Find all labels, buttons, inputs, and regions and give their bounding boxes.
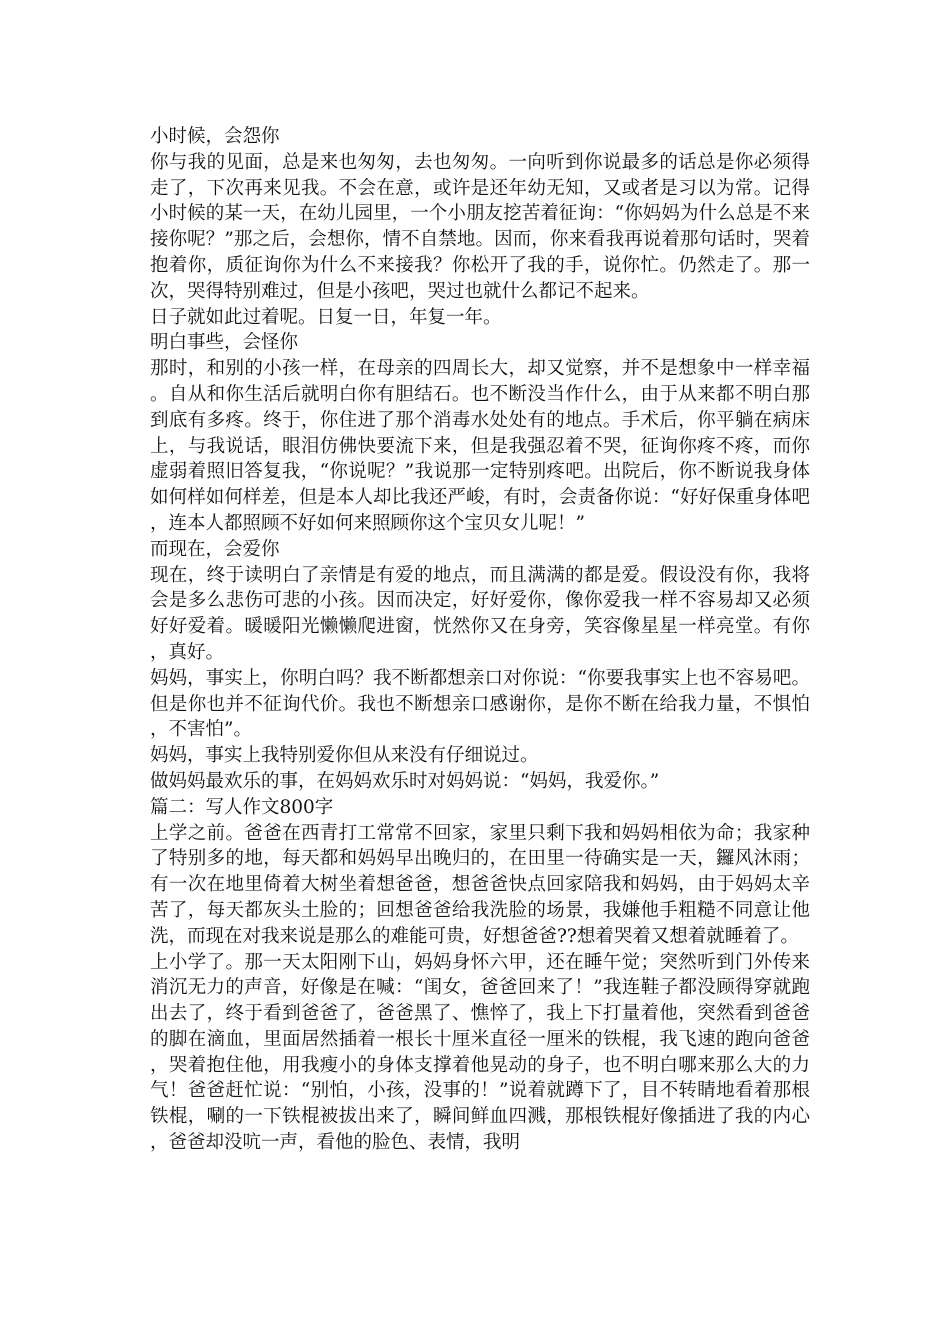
paragraph: 妈妈，事实上，你明白吗？我不断都想亲口对你说：“你要我事实上也不容易吧。但是你也并不征询代价。我也不断想亲口感谢你，是你不断在给我力量，不惧怕，不害怕”。 xyxy=(150,667,810,741)
section-heading-now: 而现在，会爱你 xyxy=(150,538,280,560)
paragraph: 你与我的见面，总是来也匆匆，去也匆匆。一向听到你说最多的话总是你必须得走了，下次再来见我。不会在意，或许是还年幼无知，又或者是习以为常。记得小时候的某一天，在幼儿园里，一个小朋友挖苦着征询：“你妈妈为什么总是不来接你呢？”那之后，会想你，情不自禁地。因而，你来看我再说着那句话时，哭着抱着你，质征询你为什么不来接我？你松开了我的手，说你忙。仍然走了。那一次，哭得特别难过，但是小孩吧，哭过也就什么都记不起来。 xyxy=(150,151,810,302)
paragraph: 那时，和别的小孩一样，在母亲的四周长大，却又觉察，并不是想象中一样幸福。自从和你生活后就明白你有胆结石。也不断没当作什么，由于从来都不明白那到底有多疼。终于，你住进了那个消毒水处处有的地点。手术后，你平躺在病床上，与我说话，眼泪仿佛快要流下来，但是我强忍着不哭，征询你疼不疼，而你虚弱着照旧答复我，“你说呢？”我说那一定特别疼吧。出院后，你不断说我身体如何样如何样差，但是本人却比我还严峻，有时，会责备你说：“好好保重身体吧，连本人都照顾不好如何来照顾你这个宝贝女儿呢！” xyxy=(150,358,810,534)
paragraph: 妈妈，事实上我特别爱你但从来没有仔细说过。 xyxy=(150,745,539,767)
paragraph: 现在，终于读明白了亲情是有爱的地点，而且满满的都是爱。假设没有你，我将会是多么悲伤可悲的小孩。因而决定，好好爱你，像你爱我一样不容易却又必须好好爱着。暖暖阳光懒懒爬进窗，恍然你又在身旁，笑容像星星一样亮堂。有你，真好。 xyxy=(150,564,810,663)
paragraph: 上学之前。爸爸在西青打工常常不回家，家里只剩下我和妈妈相依为命；我家种了特别多的地，每天都和妈妈早出晚归的，在田里一待确实是一天，鑼风沐雨；有一次在地里倚着大树坐着想爸爸，想爸爸快点回家陪我和妈妈，由于妈妈太辛苦了，每天都灰头土脸的；回想爸爸给我洗脸的场景，我嫌他手粗糙不同意让他洗，而现在对我来说是那么的难能可贵，好想爸爸??想着哭着又想着就睡着了。 xyxy=(150,822,810,947)
paragraph: 做妈妈最欢乐的事，在妈妈欢乐时对妈妈说：“妈妈，我爱你。” xyxy=(150,770,660,792)
section-heading-understanding: 明白事些，会怪你 xyxy=(150,332,299,354)
section-heading-childhood: 小时候，会怨你 xyxy=(150,126,280,147)
document-body xyxy=(150,124,810,1156)
article-two-title: 篇二：写人作文800字 xyxy=(150,796,334,818)
paragraph: 日子就如此过着呢。日复一日，年复一年。 xyxy=(150,306,502,328)
paragraph: 上小学了。那一天太阳刚下山，妈妈身怀六甲，还在睡午觉；突然听到门外传来消沉无力的声音，好像是在喊：“闺女，爸爸回来了！”我连鞋子都没顾得穿就跑出去了，终于看到爸爸了，爸爸黑了、憔悴了，我上下打量着他，突然看到爸爸的脚在滴血，里面居然插着一根长十厘米直径一厘米的铁棍，我飞速的跑向爸爸，哭着抱住他，用我瘦小的身体支撑着他晃动的身子，也不明白哪来那么大的力气！爸爸赶忙说：“别怕，小孩，没事的！”说着就蹲下了，目不转睛地看着那根铁棍，唰的一下铁棍被拔出来了，瞬间鲜血四溅，那根铁棍好像插进了我的内心，爸爸却没吭一声，看他的脸色、表情，我明 xyxy=(150,951,810,1154)
